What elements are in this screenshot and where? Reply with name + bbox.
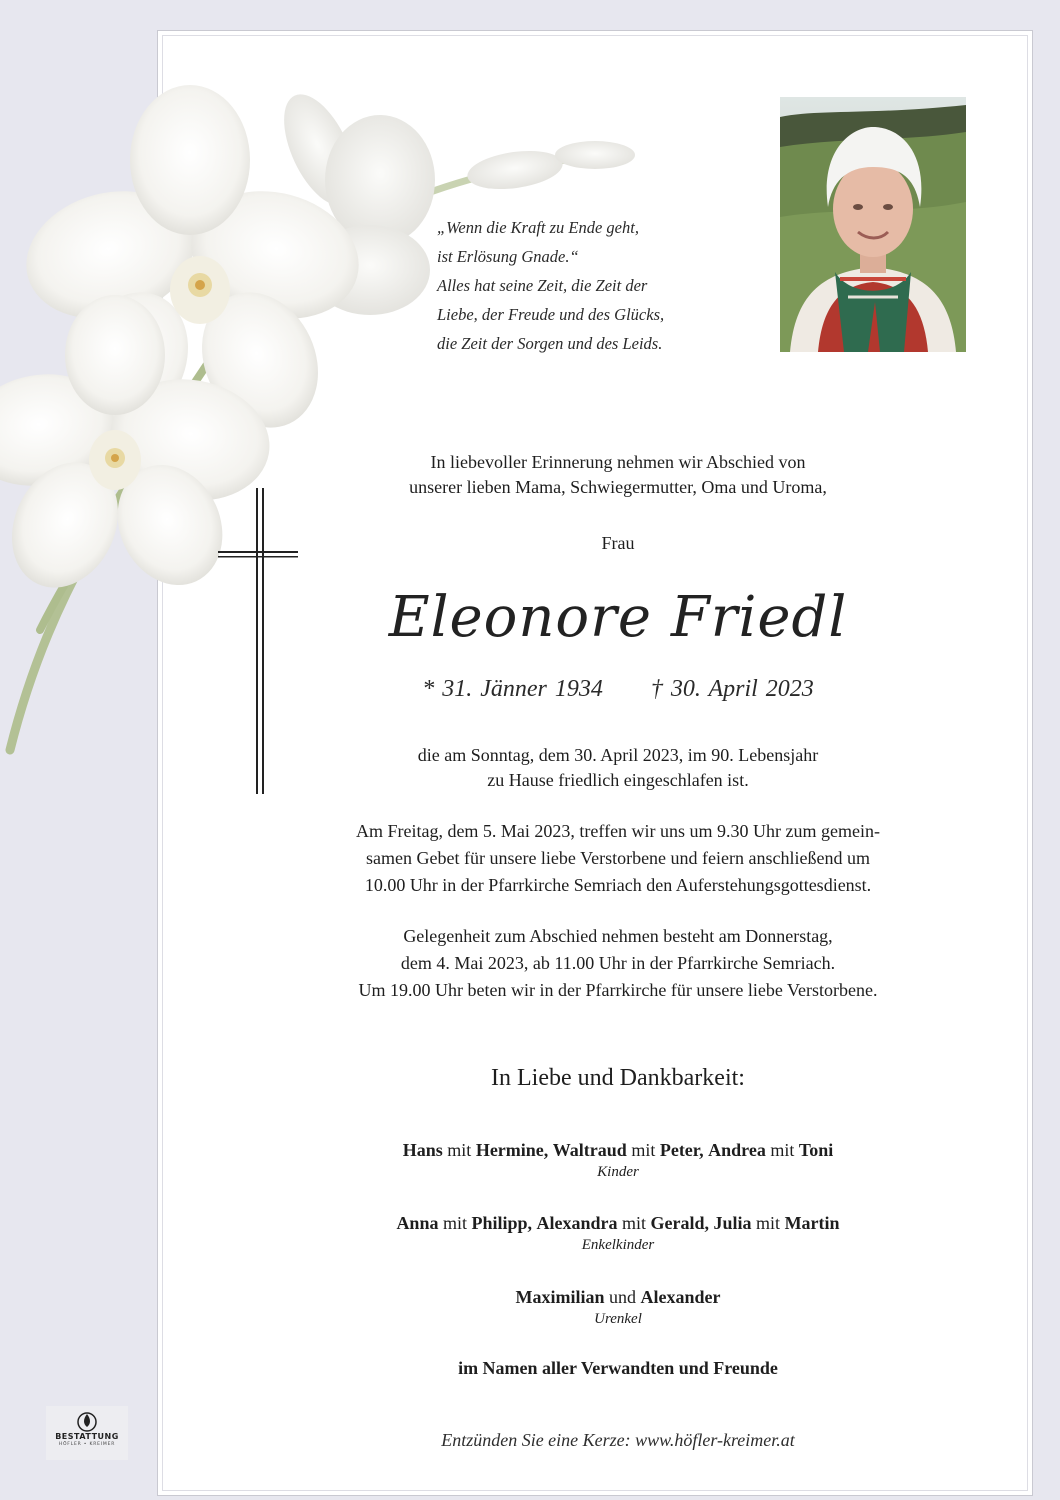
service-line: Am Freitag, dem 5. Mai 2023, treffen wir uns um 9.30 Uhr zum gemein- bbox=[355, 821, 881, 841]
family-names bbox=[160, 1138, 1060, 1162]
family-role: Kinder bbox=[597, 1164, 639, 1180]
thanks-heading: In Liebe und Dankbarkeit: bbox=[491, 1065, 745, 1091]
family-name: Toni bbox=[798, 1140, 834, 1160]
visitation-info bbox=[160, 923, 1060, 1004]
quote-line: Liebe, der Freude und des Glücks, bbox=[437, 305, 665, 324]
quote-line: die Zeit der Sorgen und des Leids. bbox=[437, 334, 663, 353]
family-name: Alexandra bbox=[536, 1213, 618, 1233]
family-name: Julia bbox=[713, 1213, 752, 1233]
visitation-line: Um 19.00 Uhr beten wir in der Pfarrkirche für unsere liebe Verstorbene. bbox=[358, 980, 878, 1000]
connector: mit bbox=[617, 1213, 651, 1233]
family-names bbox=[160, 1211, 1060, 1235]
closing-line: im Namen aller Verwandten und Freunde bbox=[458, 1358, 778, 1378]
family-name: Philipp, bbox=[471, 1213, 533, 1233]
quote-line: ist Erlösung Gnade.“ bbox=[437, 247, 579, 266]
family-grandchildren bbox=[160, 1211, 1060, 1255]
family-name: Gerald, bbox=[650, 1213, 710, 1233]
family-role: Enkelkinder bbox=[581, 1237, 655, 1253]
quote-line: Alles hat seine Zeit, die Zeit der bbox=[437, 276, 648, 295]
family-name: Maximilian bbox=[515, 1287, 605, 1307]
visitation-line: Gelegenheit zum Abschied nehmen besteht am Donnerstag, bbox=[403, 926, 833, 946]
death-notice bbox=[160, 743, 1060, 793]
visitation-line: dem 4. Mai 2023, ab 11.00 Uhr in der Pfarrkirche Semriach. bbox=[400, 953, 836, 973]
quote-line: „Wenn die Kraft zu Ende geht, bbox=[437, 218, 639, 237]
connector: mit bbox=[438, 1213, 472, 1233]
family-name: Martin bbox=[784, 1213, 840, 1233]
funeral-home-logo bbox=[46, 1406, 128, 1460]
family-role: Urenkel bbox=[594, 1311, 642, 1327]
family-name: Andrea bbox=[708, 1140, 766, 1160]
quote-block bbox=[437, 213, 767, 358]
family-name: Hermine, bbox=[475, 1140, 549, 1160]
connector: mit bbox=[751, 1213, 785, 1233]
connector: mit bbox=[626, 1140, 660, 1160]
intro-line: unserer lieben Mama, Schwiegermutter, Oma und Uroma, bbox=[409, 477, 827, 497]
service-line: samen Gebet für unsere liebe Verstorbene und feiern anschließend um bbox=[366, 848, 870, 868]
connector: und bbox=[604, 1287, 641, 1307]
family-great-grandchildren bbox=[160, 1285, 1060, 1329]
logo-brand: BESTATTUNG bbox=[55, 1432, 119, 1441]
salutation: Frau bbox=[601, 533, 635, 553]
death-notice-line: die am Sonntag, dem 30. April 2023, im 90. Lebensjahr bbox=[417, 745, 819, 765]
death-notice-line: zu Hause friedlich eingeschlafen ist. bbox=[487, 770, 749, 790]
family-name: Anna bbox=[396, 1213, 439, 1233]
death-date: † 30. April 2023 bbox=[650, 676, 814, 702]
family-name: Alexander bbox=[640, 1287, 721, 1307]
service-line: 10.00 Uhr in der Pfarrkirche Semriach den Auferstehungsgottesdienst. bbox=[364, 875, 872, 895]
candle-website-link[interactable]: Entzünden Sie eine Kerze: www.höfler-kreimer.at bbox=[441, 1430, 795, 1450]
connector: mit bbox=[442, 1140, 476, 1160]
family-names bbox=[160, 1285, 1060, 1309]
intro-text bbox=[160, 450, 1060, 500]
family-name: Hans bbox=[402, 1140, 443, 1160]
portrait-photo bbox=[780, 97, 966, 352]
intro-line: In liebevoller Erinnerung nehmen wir Abschied von bbox=[430, 452, 806, 472]
orchid-illustration bbox=[0, 70, 660, 770]
funeral-service bbox=[160, 818, 1060, 899]
logo-subtitle: HÖFLER • KREIMER bbox=[58, 1442, 116, 1447]
family-name: Waltraud bbox=[552, 1140, 627, 1160]
birth-date: * 31. Jänner 1934 bbox=[422, 676, 603, 702]
flame-icon bbox=[77, 1410, 97, 1432]
connector: mit bbox=[765, 1140, 799, 1160]
family-children bbox=[160, 1138, 1060, 1182]
life-dates bbox=[160, 676, 1060, 703]
family-name: Peter, bbox=[659, 1140, 704, 1160]
deceased-name: Eleonore Friedl bbox=[388, 585, 848, 650]
